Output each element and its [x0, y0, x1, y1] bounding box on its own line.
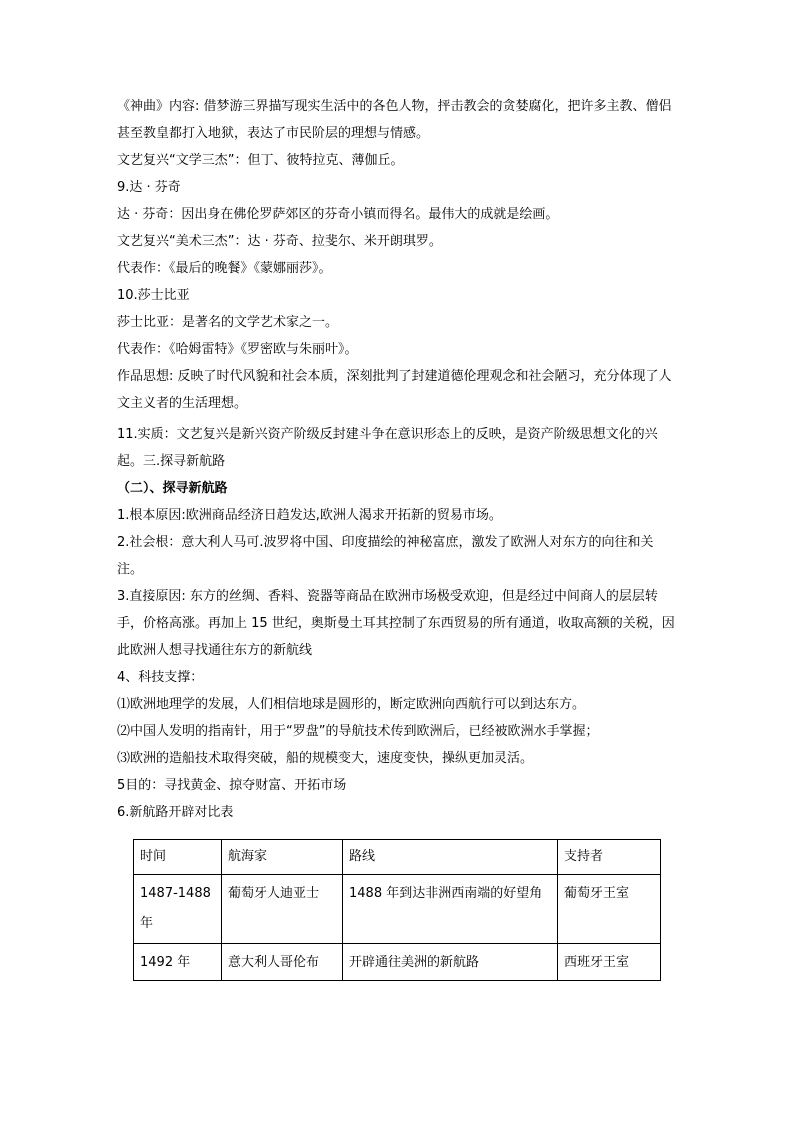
table-header-cell: 支持者 — [558, 840, 661, 875]
paragraph-direct-cause: 3.直接原因: 东方的丝绸、香料、瓷器等商品在欧洲市场极受欢迎，但是经过中间商人的层层转手，价格高涨。再加上 15 世纪，奥斯曼土耳其控制了东西贸易的所有通道，收取高额的关税，因此欧洲人想寻找通往东方的新航线 — [117, 589, 675, 658]
paragraph-tech-3: ⑶欧洲的造船技术取得突破，船的规模变大，速度变快，操纵更加灵活。 — [117, 751, 534, 766]
table-header-cell: 航海家 — [222, 840, 343, 875]
paragraph-social-root: 2.社会根：意大利人马可.波罗将中国、印度描绘的神秘富庶，激发了欧洲人对东方的向往和关注。 — [117, 535, 654, 577]
table-header-row — [134, 840, 661, 875]
paragraph-da-vinci-works: 代表作：《最后的晚餐》《蒙娜丽莎》。 — [117, 261, 332, 276]
table-cell: 1492 年 — [134, 944, 222, 981]
table-row — [134, 944, 661, 981]
table-cell: 开辟通往美洲的新航路 — [343, 944, 558, 981]
paragraph-literary-three: 文艺复兴“文学三杰”：但丁、彼特拉克、薄伽丘。 — [117, 153, 404, 168]
paragraph-da-vinci: 达 · 芬奇：因出身在佛伦罗萨郊区的芬奇小镇而得名。最伟大的成就是绘画。 — [117, 207, 559, 222]
table-header-cell: 路线 — [343, 840, 558, 875]
paragraph-tech-1: ⑴欧洲地理学的发展，人们相信地球是圆形的，断定欧洲向西航行可以到达东方。 — [117, 697, 586, 712]
table-cell: 西班牙王室 — [558, 944, 661, 981]
heading-da-vinci: 9.达 · 芬奇 — [117, 180, 181, 195]
paragraph-table-caption: 6.新航路开辟对比表 — [117, 805, 234, 820]
table-cell: 意大利人哥伦布 — [222, 944, 343, 981]
table-cell: 葡萄牙人迪亚士 — [222, 875, 343, 944]
table-cell: 葡萄牙王室 — [558, 875, 661, 944]
new-routes-table — [133, 839, 661, 981]
table-row — [134, 875, 661, 944]
paragraph-works-thought: 作品思想: 反映了时代风貌和社会本质，深刻批判了封建道德伦理观念和社会陋习，充分体现了人文主义者的生活理想。 — [117, 369, 672, 411]
paragraph-essence: 11.实质：文艺复兴是新兴资产阶级反封建斗争在意识形态上的反映，是资产阶级思想文化的兴起。三.探寻新航路 — [117, 427, 658, 469]
paragraph-tech-support: 4、科技支撑： — [117, 670, 204, 685]
paragraph-shakespeare: 莎士比亚：是著名的文学艺术家之一。 — [117, 315, 339, 330]
document-body — [117, 93, 677, 826]
section-heading-new-routes: （二）、探寻新航路 — [117, 481, 228, 496]
table-cell: 1488 年到达非洲西南端的好望角 — [343, 875, 558, 944]
paragraph-purpose: 5目的：寻找黄金、掠夺财富、开拓市场 — [117, 778, 347, 793]
paragraph-divine-comedy: 《神曲》内容: 借梦游三界描写现实生活中的各色人物，抨击教会的贪婪腐化，把许多主教、僧侣甚至教皇都打入地狱，表达了市民阶层的理想与情感。 — [117, 99, 672, 141]
paragraph-tech-2: ⑵中国人发明的指南针，用于“罗盘”的导航技术传到欧洲后，已经被欧洲水手掌握； — [117, 724, 599, 739]
paragraph-shakespeare-works: 代表作：《哈姆雷特》《罗密欧与朱丽叶》。 — [117, 342, 358, 357]
heading-shakespeare: 10.莎士比亚 — [117, 288, 190, 303]
table-header-cell: 时间 — [134, 840, 222, 875]
paragraph-root-cause: 1.根本原因:欧洲商品经济日趋发达,欧洲人渴求开拓新的贸易市场。 — [117, 508, 502, 523]
paragraph-art-three: 文艺复兴“美术三杰”：达 · 芬奇、拉斐尔、米开朗琪罗。 — [117, 234, 442, 249]
table-cell: 1487-1488 年 — [134, 875, 222, 944]
